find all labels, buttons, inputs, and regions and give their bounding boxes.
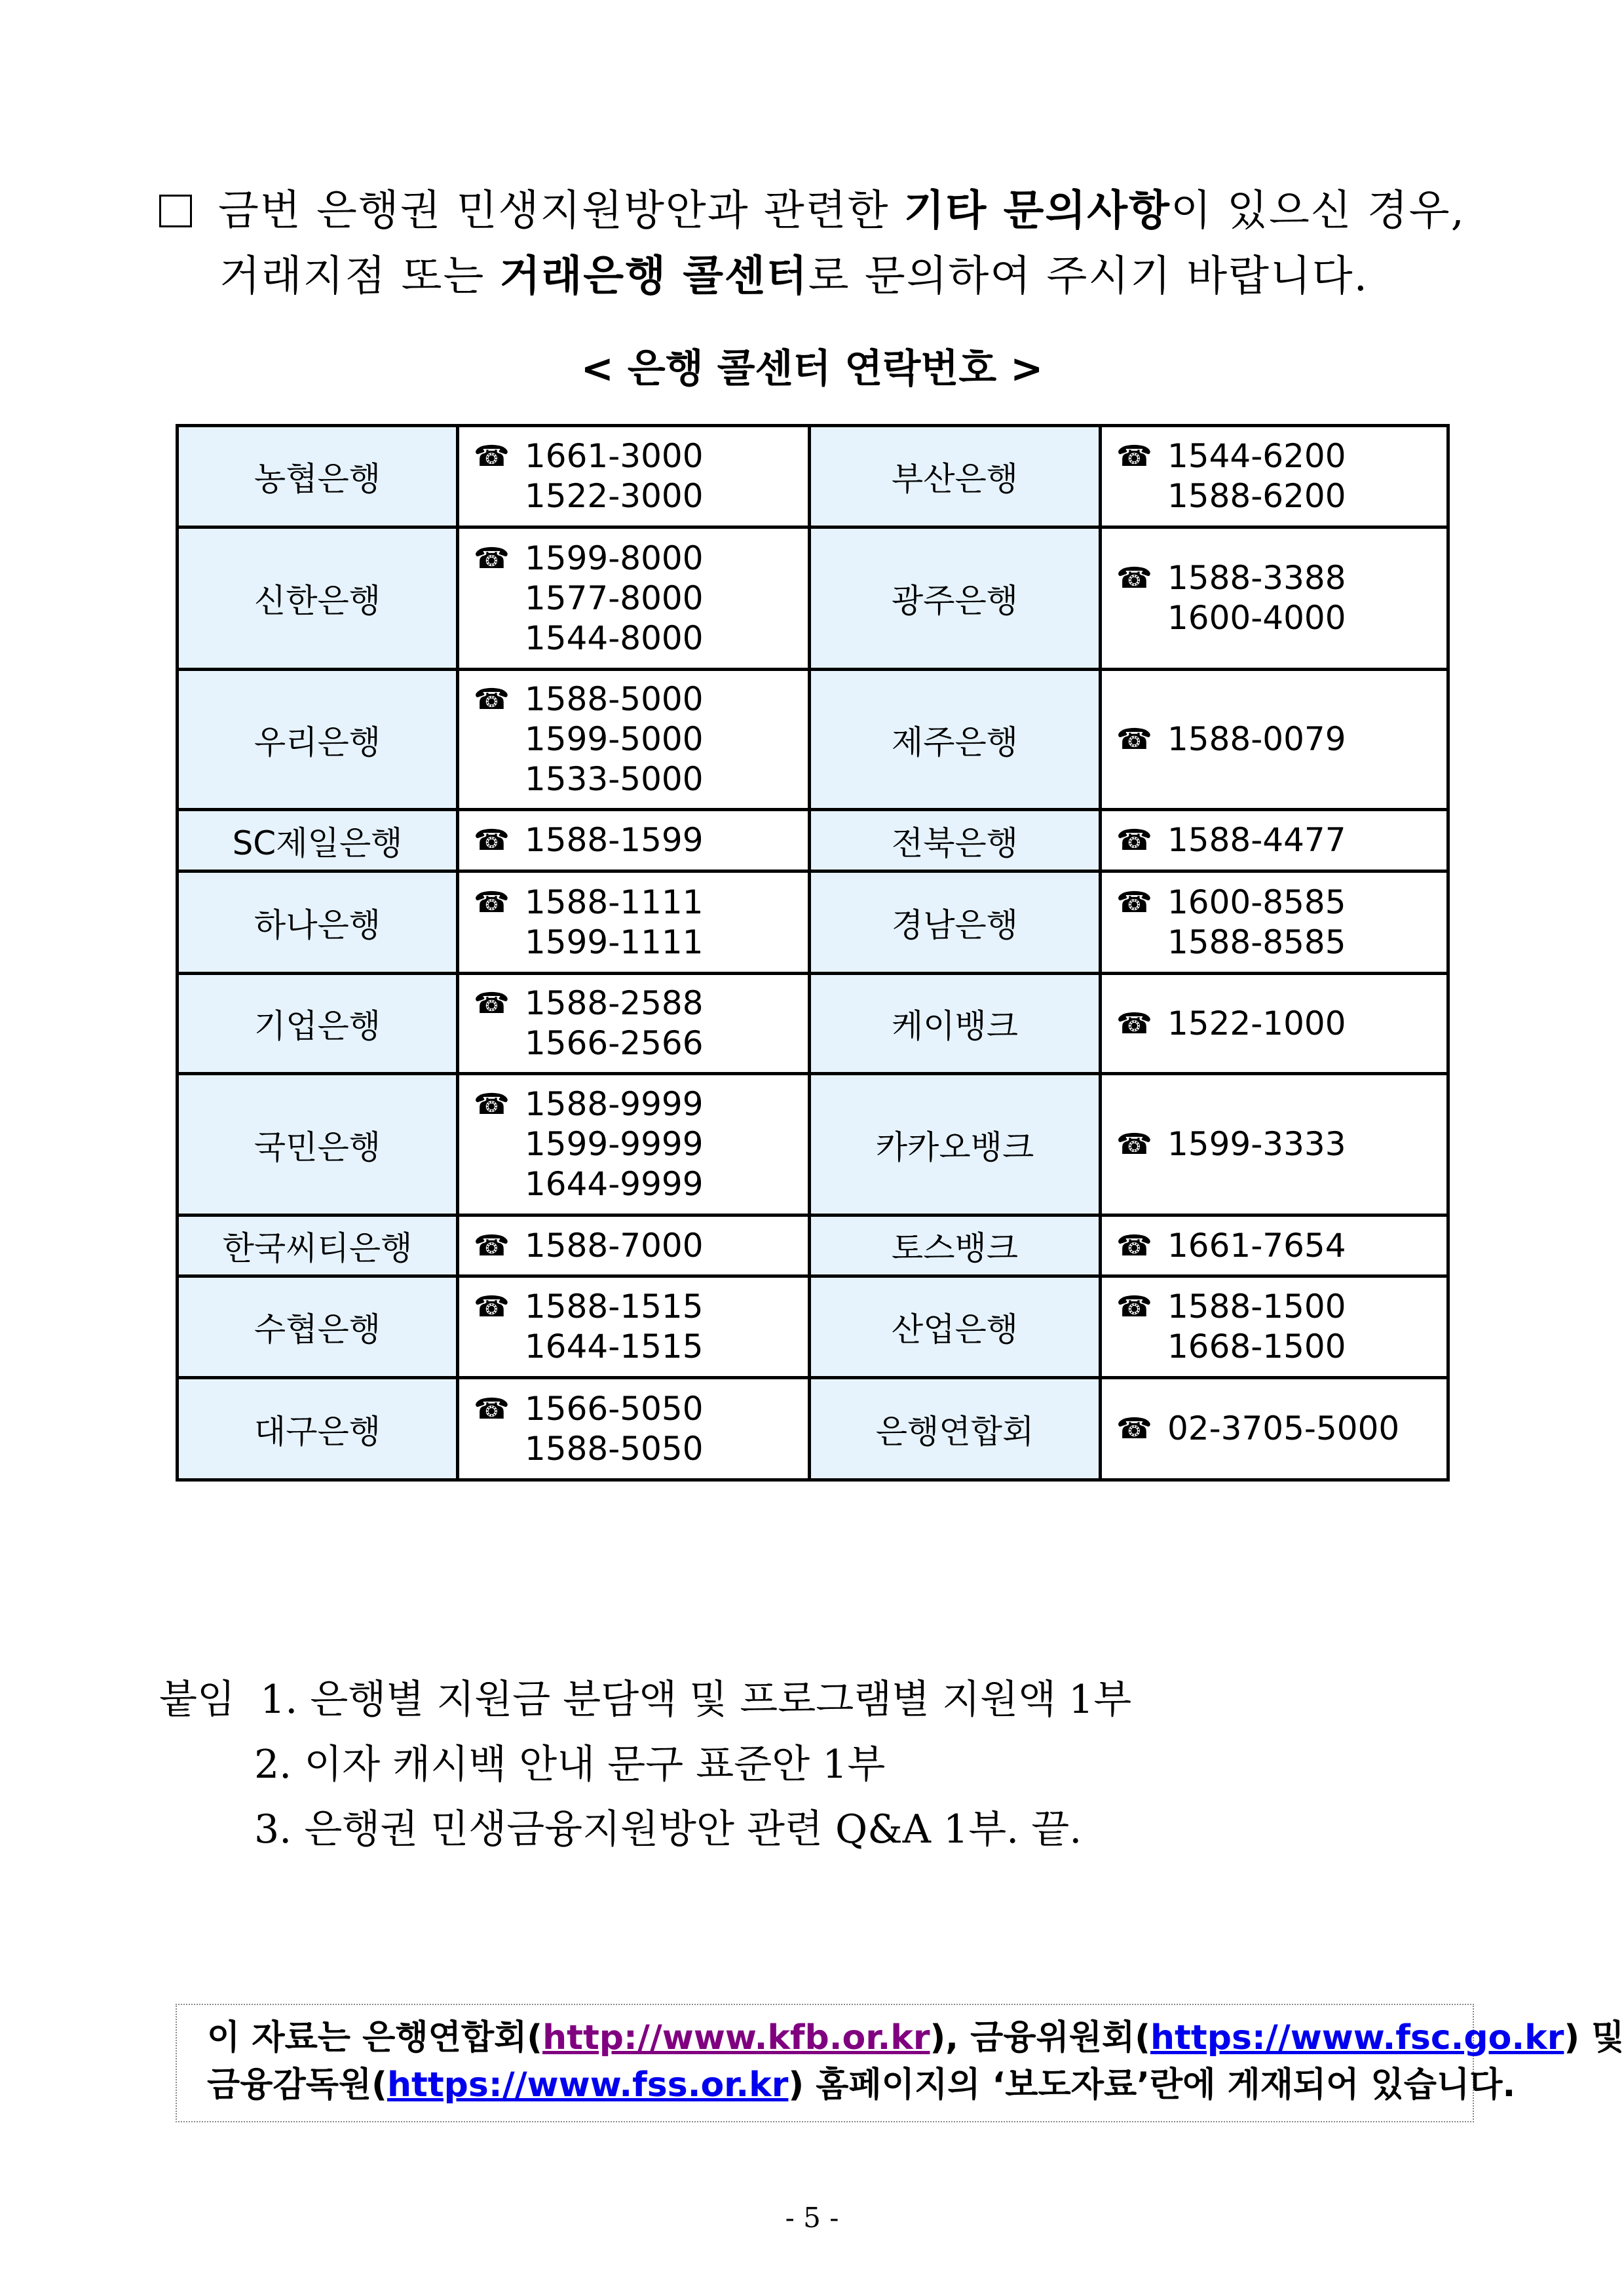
table-row bbox=[178, 1074, 1448, 1215]
phone-number: 1668-1500 bbox=[1167, 1328, 1346, 1366]
bank-name: 하나은행 bbox=[178, 871, 458, 974]
intro-emphasis: 기타 문의사항 bbox=[903, 187, 1171, 235]
phone-number: 1644-1515 bbox=[525, 1328, 704, 1366]
phone-icon: ☎ bbox=[1116, 1229, 1152, 1263]
notice-text: 금융감독원( bbox=[207, 2065, 387, 2105]
phone-icon: ☎ bbox=[1116, 723, 1152, 756]
phone-number: 1599-3333 bbox=[1167, 1125, 1346, 1163]
intro-text: 거래지점 또는 bbox=[219, 252, 500, 301]
notice-text: ) 및 bbox=[1564, 2018, 1624, 2057]
table-row bbox=[178, 810, 1448, 871]
phone-icon: ☎ bbox=[1116, 824, 1152, 857]
phone-icon: ☎ bbox=[474, 824, 510, 857]
phone-cell bbox=[1101, 974, 1448, 1074]
phone-number: 1588-3388 bbox=[1167, 559, 1346, 597]
phone-number: 1588-0079 bbox=[1167, 720, 1346, 758]
phone-number: 1588-4477 bbox=[1167, 821, 1346, 859]
phone-icon: ☎ bbox=[474, 987, 510, 1020]
bank-name: 산업은행 bbox=[810, 1276, 1101, 1378]
phone-icon: ☎ bbox=[1116, 562, 1152, 595]
phone-cell bbox=[458, 1276, 810, 1378]
bank-name: 한국씨티은행 bbox=[178, 1215, 458, 1276]
phone-icon: ☎ bbox=[1116, 1412, 1152, 1445]
bank-name: 대구은행 bbox=[178, 1378, 458, 1480]
table-row bbox=[178, 670, 1448, 810]
attachments-label: 붙임 bbox=[159, 1677, 235, 1723]
notice-text: ), 금융위원회( bbox=[930, 2018, 1151, 2057]
phone-cell bbox=[1101, 670, 1448, 810]
phone-number: 1566-2566 bbox=[525, 1024, 704, 1062]
phone-cell bbox=[458, 1378, 810, 1480]
bank-name: 기업은행 bbox=[178, 974, 458, 1074]
phone-cell bbox=[1101, 1215, 1448, 1276]
fsc-link[interactable]: https://www.fsc.go.kr bbox=[1150, 2018, 1564, 2057]
phone-number: 1599-8000 bbox=[525, 539, 704, 577]
attachments bbox=[159, 1668, 1131, 1862]
bank-name: 카카오뱅크 bbox=[810, 1074, 1101, 1215]
phone-icon: ☎ bbox=[474, 1290, 510, 1324]
phone-number: 1661-3000 bbox=[525, 437, 704, 475]
phone-icon: ☎ bbox=[474, 1088, 510, 1121]
bank-name: 신한은행 bbox=[178, 527, 458, 670]
phone-number: 1588-5000 bbox=[525, 680, 704, 718]
intro-text: 이 있으신 경우, bbox=[1170, 187, 1465, 235]
phone-number: 1600-4000 bbox=[1167, 599, 1346, 637]
phone-number: 1588-6200 bbox=[1167, 477, 1346, 515]
phone-cell bbox=[458, 1215, 810, 1276]
phone-cell bbox=[1101, 1074, 1448, 1215]
bank-name: 전북은행 bbox=[810, 810, 1101, 871]
phone-number: 1522-1000 bbox=[1167, 1004, 1346, 1043]
call-center-table bbox=[176, 424, 1450, 1482]
phone-cell bbox=[458, 810, 810, 871]
intro-line-1 bbox=[159, 177, 1465, 237]
phone-cell bbox=[458, 527, 810, 670]
phone-icon: ☎ bbox=[474, 541, 510, 575]
bank-name: 경남은행 bbox=[810, 871, 1101, 974]
checkbox-bullet-icon bbox=[159, 195, 192, 227]
attachment-item: 3. 은행권 민생금융지원방안 관련 Q&A 1부. 끝. bbox=[254, 1807, 1082, 1852]
bank-name: 케이뱅크 bbox=[810, 974, 1101, 1074]
phone-cell bbox=[458, 871, 810, 974]
notice-text: 이 자료는 은행연합회( bbox=[207, 2018, 543, 2057]
bank-name: 토스뱅크 bbox=[810, 1215, 1101, 1276]
table-row bbox=[178, 871, 1448, 974]
kfb-link[interactable]: http://www.kfb.or.kr bbox=[542, 2018, 930, 2057]
phone-cell bbox=[1101, 1378, 1448, 1480]
phone-icon: ☎ bbox=[474, 1392, 510, 1426]
phone-icon: ☎ bbox=[1116, 1290, 1152, 1324]
intro-text: 금번 은행권 민생지원방안과 관련한 bbox=[218, 187, 904, 235]
phone-number: 1588-1111 bbox=[525, 883, 704, 921]
intro-emphasis: 거래은행 콜센터 bbox=[499, 252, 808, 301]
phone-number: 1588-8585 bbox=[1167, 923, 1346, 961]
bank-name: 은행연합회 bbox=[810, 1378, 1101, 1480]
phone-number: 1599-5000 bbox=[525, 720, 704, 758]
phone-cell bbox=[458, 974, 810, 1074]
phone-icon: ☎ bbox=[474, 885, 510, 919]
phone-cell bbox=[1101, 426, 1448, 527]
phone-icon: ☎ bbox=[1116, 885, 1152, 919]
phone-icon: ☎ bbox=[474, 683, 510, 716]
phone-number: 1599-9999 bbox=[525, 1125, 704, 1163]
bank-name: 우리은행 bbox=[178, 670, 458, 810]
phone-number: 1588-1515 bbox=[525, 1288, 704, 1326]
phone-number: 1522-3000 bbox=[525, 477, 704, 515]
table-row bbox=[178, 1378, 1448, 1480]
phone-icon: ☎ bbox=[1116, 440, 1152, 473]
bank-name: SC제일은행 bbox=[178, 810, 458, 871]
phone-number: 1600-8585 bbox=[1167, 883, 1346, 921]
phone-cell bbox=[458, 1074, 810, 1215]
table-title: < 은행 콜센터 연락번호 > bbox=[580, 346, 1044, 392]
table-row bbox=[178, 1276, 1448, 1378]
phone-number: 1588-1500 bbox=[1167, 1288, 1346, 1326]
phone-number: 1577-8000 bbox=[525, 579, 704, 617]
phone-number: 1588-9999 bbox=[525, 1085, 704, 1123]
table-row bbox=[178, 527, 1448, 670]
phone-icon: ☎ bbox=[1116, 1128, 1152, 1161]
attachment-item: 2. 이자 캐시백 안내 문구 표준안 1부 bbox=[254, 1742, 886, 1788]
bank-name: 광주은행 bbox=[810, 527, 1101, 670]
phone-number: 1599-1111 bbox=[525, 923, 704, 961]
phone-number: 1544-6200 bbox=[1167, 437, 1346, 475]
phone-icon: ☎ bbox=[474, 1229, 510, 1263]
phone-number: 1588-1599 bbox=[525, 821, 704, 859]
phone-number: 02-3705-5000 bbox=[1167, 1409, 1400, 1447]
phone-number: 1661-7654 bbox=[1167, 1226, 1346, 1265]
bank-name: 부산은행 bbox=[810, 426, 1101, 527]
phone-number: 1644-9999 bbox=[525, 1165, 704, 1203]
attachment-item: 1. 은행별 지원금 분담액 및 프로그램별 지원액 1부 bbox=[260, 1677, 1132, 1723]
phone-number: 1588-2588 bbox=[525, 984, 704, 1022]
intro-text: 로 문의하여 주시기 바랍니다. bbox=[808, 252, 1369, 301]
fss-link[interactable]: https://www.fss.or.kr bbox=[387, 2065, 789, 2105]
bank-name: 제주은행 bbox=[810, 670, 1101, 810]
phone-cell bbox=[458, 426, 810, 527]
phone-cell bbox=[1101, 1276, 1448, 1378]
phone-number: 1588-7000 bbox=[525, 1226, 704, 1265]
bank-name: 국민은행 bbox=[178, 1074, 458, 1215]
table-row bbox=[178, 426, 1448, 527]
phone-cell bbox=[1101, 527, 1448, 670]
phone-number: 1544-8000 bbox=[525, 619, 704, 657]
notice-box bbox=[176, 2004, 1624, 2122]
bank-name: 농협은행 bbox=[178, 426, 458, 527]
notice-text: ) 홈페이지의 ‘보도자료’란에 게재되어 있습니다. bbox=[788, 2065, 1516, 2105]
phone-cell bbox=[1101, 810, 1448, 871]
bank-name: 수협은행 bbox=[178, 1276, 458, 1378]
phone-number: 1533-5000 bbox=[525, 760, 704, 798]
phone-cell bbox=[458, 670, 810, 810]
phone-icon: ☎ bbox=[1116, 1006, 1152, 1041]
phone-number: 1566-5050 bbox=[525, 1389, 704, 1428]
phone-number: 1588-5050 bbox=[525, 1429, 704, 1468]
phone-icon: ☎ bbox=[474, 440, 510, 473]
table-row bbox=[178, 1215, 1448, 1276]
intro-line-2 bbox=[219, 242, 1369, 303]
table-row bbox=[178, 974, 1448, 1074]
page-number: - 5 - bbox=[785, 2202, 839, 2234]
phone-cell bbox=[1101, 871, 1448, 974]
